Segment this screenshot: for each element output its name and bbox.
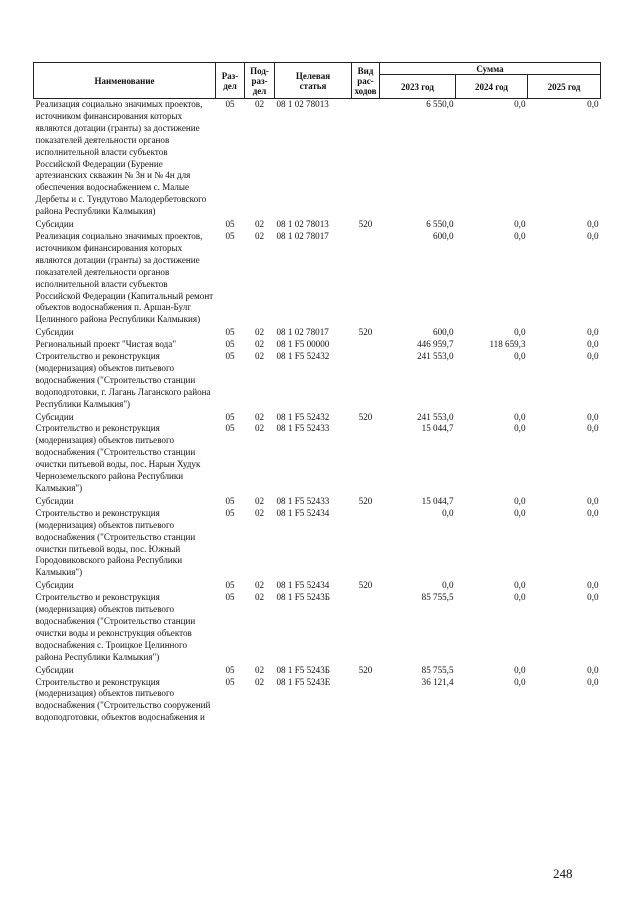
row-section: 05	[225, 664, 235, 675]
row-kind	[352, 231, 380, 327]
table-row	[34, 677, 601, 726]
row-value-2025: 0,0	[587, 230, 599, 241]
row-article: 08 1 F5 52432	[276, 411, 330, 422]
row-value-2025: 0,0	[587, 664, 599, 675]
table-header	[34, 63, 601, 99]
row-section: 05	[225, 219, 235, 230]
row-article: 08 1 F5 52434	[276, 580, 330, 591]
row-value-2023: 15 044,7	[421, 495, 454, 506]
budget-table	[33, 62, 601, 725]
row-value-2023: 241 553,0	[417, 411, 454, 422]
table-row	[34, 219, 601, 231]
row-value-2024: 0,0	[514, 230, 526, 241]
row-kind	[352, 677, 380, 726]
table-row	[34, 412, 601, 424]
row-subsection: 02	[254, 219, 265, 230]
row-kind	[352, 99, 380, 220]
row-name: Строительство и реконструкция (модернизация) объектов питьевого водоснабжения ("Строительство станции водоподготовки, г. Лагань Лаганского района Республики Калмыкия")	[35, 351, 211, 409]
row-value-2025: 0,0	[587, 495, 599, 506]
row-section: 05	[225, 676, 235, 687]
row-value-2023: 241 553,0	[417, 351, 454, 362]
row-value-2025: 0,0	[587, 423, 599, 434]
row-kind: 520	[358, 219, 373, 230]
row-kind: 520	[358, 580, 373, 591]
row-kind	[352, 351, 380, 412]
row-kind: 520	[358, 495, 373, 506]
row-name: Субсидии	[35, 664, 74, 675]
header-article: Целевая статья	[275, 63, 352, 99]
row-value-2025: 0,0	[587, 339, 599, 350]
row-section: 05	[225, 230, 235, 241]
row-value-2023: 15 044,7	[421, 423, 454, 434]
row-value-2023: 600,0	[433, 327, 454, 338]
row-value-2024: 0,0	[514, 219, 526, 230]
row-name: Строительство и реконструкция (модернизация) объектов питьевого водоснабжения ("Строительство сооружений водоподготовки, объектов водоснабжения и	[35, 676, 211, 723]
row-kind	[352, 592, 380, 664]
header-name: Наименование	[34, 63, 216, 99]
row-subsection: 02	[254, 423, 265, 434]
row-article: 08 1 02 78017	[276, 230, 329, 241]
row-section: 05	[225, 411, 235, 422]
row-value-2025: 0,0	[587, 99, 599, 109]
row-subsection: 02	[254, 411, 265, 422]
row-value-2023: 85 755,5	[421, 592, 454, 603]
row-article: 08 1 F5 52434	[276, 507, 330, 518]
row-article: 08 1 F5 52433	[276, 423, 330, 434]
row-value-2025: 0,0	[587, 411, 599, 422]
row-kind: 520	[358, 327, 373, 338]
table-row	[34, 508, 601, 580]
row-name: Субсидии	[35, 580, 74, 591]
table-row	[34, 99, 601, 220]
row-subsection: 02	[254, 592, 265, 603]
row-name: Субсидии	[35, 219, 74, 230]
row-value-2023: 0,0	[442, 507, 454, 518]
row-article: 08 1 F5 5243Е	[276, 676, 331, 687]
header-year-2023: 2023 год	[380, 75, 456, 99]
row-value-2024: 0,0	[514, 423, 526, 434]
row-section: 05	[225, 580, 235, 591]
header-year-2025: 2025 год	[528, 75, 601, 99]
row-article: 08 1 F5 52433	[276, 495, 330, 506]
header-section: Раз- дел	[216, 63, 245, 99]
row-value-2024: 0,0	[514, 507, 526, 518]
row-value-2024: 0,0	[514, 592, 526, 603]
row-name: Реализация социально значимых проектов, источником финансирования которых являются дотации (гранты) за достижение показателей деятельности органов исполнительной власти субъектов Российской Федерации (Бурение артезианских скважин № 3н и № 4н для обеспечения водоснабжением с. Малые Дербеты и с. Тундутово Малодербетовского района Республики Калмыкия)	[35, 99, 207, 217]
row-kind: 520	[358, 664, 373, 675]
table-row	[34, 496, 601, 508]
row-section: 05	[225, 327, 235, 338]
row-name: Региональный проект "Чистая вода"	[35, 339, 177, 350]
row-article: 08 1 02 78013	[276, 99, 329, 109]
table-body	[34, 99, 601, 726]
row-value-2025: 0,0	[587, 676, 599, 687]
row-section: 05	[225, 99, 235, 109]
row-value-2024: 0,0	[514, 351, 526, 362]
table-row	[34, 351, 601, 412]
row-subsection: 02	[254, 99, 265, 109]
row-article: 08 1 F5 5243Б	[276, 664, 330, 675]
row-name: Строительство и реконструкция (модернизация) объектов питьевого водоснабжения ("Строительство станции очистки питьевой воды, пос. Нарын Худук Черноземельского района Республики Калмыкия")	[35, 423, 201, 493]
row-value-2024: 0,0	[514, 580, 526, 591]
row-article: 08 1 02 78017	[276, 327, 329, 338]
row-value-2025: 0,0	[587, 507, 599, 518]
row-name: Субсидии	[35, 327, 74, 338]
row-subsection: 02	[254, 676, 265, 687]
row-value-2023: 85 755,5	[421, 664, 454, 675]
row-value-2023: 446 959,7	[417, 339, 454, 350]
row-value-2025: 0,0	[587, 219, 599, 230]
row-value-2023: 6 550,0	[426, 99, 454, 109]
table-row	[34, 423, 601, 495]
row-subsection: 02	[254, 230, 265, 241]
row-section: 05	[225, 423, 235, 434]
row-value-2023: 36 121,4	[421, 676, 454, 687]
header-sum: Сумма	[380, 63, 601, 75]
row-name: Реализация социально значимых проектов, источником финансирования которых являются дотации (гранты) за достижение показателей деятельности органов исполнительной власти субъектов Российской Федерации (Капитальный ремонт объектов водоснабжения п. Аршан-Булг Целинного района Республики Калмыкия)	[35, 230, 214, 325]
row-name: Субсидии	[35, 411, 74, 422]
row-kind	[352, 508, 380, 580]
row-section: 05	[225, 507, 235, 518]
header-subsection: Под- раз- дел	[245, 63, 275, 99]
row-value-2024: 0,0	[514, 676, 526, 687]
row-subsection: 02	[254, 664, 265, 675]
row-article: 08 1 F5 00000	[276, 339, 330, 350]
row-section: 05	[225, 351, 235, 362]
row-value-2024: 0,0	[514, 664, 526, 675]
table-row	[34, 327, 601, 339]
row-name: Субсидии	[35, 495, 74, 506]
row-subsection: 02	[254, 495, 265, 506]
header-year-2024: 2024 год	[456, 75, 528, 99]
row-value-2025: 0,0	[587, 592, 599, 603]
table-row	[34, 592, 601, 664]
row-subsection: 02	[254, 580, 265, 591]
row-value-2023: 6 550,0	[426, 219, 454, 230]
row-value-2023: 0,0	[442, 580, 454, 591]
row-value-2024: 0,0	[514, 411, 526, 422]
table-row	[34, 339, 601, 351]
row-value-2025: 0,0	[587, 351, 599, 362]
row-value-2023: 600,0	[433, 230, 454, 241]
row-value-2024: 118 659,3	[489, 339, 526, 350]
row-value-2024: 0,0	[514, 327, 526, 338]
row-value-2024: 0,0	[514, 99, 526, 109]
row-section: 05	[225, 495, 235, 506]
row-value-2025: 0,0	[587, 327, 599, 338]
row-name: Строительство и реконструкция (модернизация) объектов питьевого водоснабжения ("Строительство станции очистки воды и реконструкция объектов водоснабжения с. Троицкое Целинного района Республики Калмыкия")	[35, 592, 196, 662]
row-article: 08 1 F5 5243Б	[276, 592, 330, 603]
row-name: Строительство и реконструкция (модернизация) объектов питьевого водоснабжения ("Строительство станции очистки питьевой воды, пос. Южный Городовиковского района Республики Калмыкия")	[35, 507, 196, 578]
row-article: 08 1 02 78013	[276, 219, 329, 230]
row-subsection: 02	[254, 327, 265, 338]
table-row	[34, 665, 601, 677]
row-section: 05	[225, 339, 235, 350]
table-row	[34, 231, 601, 327]
row-kind	[352, 339, 380, 351]
row-value-2024: 0,0	[514, 495, 526, 506]
row-value-2025: 0,0	[587, 580, 599, 591]
header-kind: Вид рас- ходов	[352, 63, 380, 99]
table-row	[34, 580, 601, 592]
row-kind: 520	[358, 411, 373, 422]
page-number: 248	[553, 866, 573, 881]
row-kind	[352, 423, 380, 495]
row-subsection: 02	[254, 507, 265, 518]
row-article: 08 1 F5 52432	[276, 351, 330, 362]
row-subsection: 02	[254, 351, 265, 362]
row-section: 05	[225, 592, 235, 603]
row-subsection: 02	[254, 339, 265, 350]
